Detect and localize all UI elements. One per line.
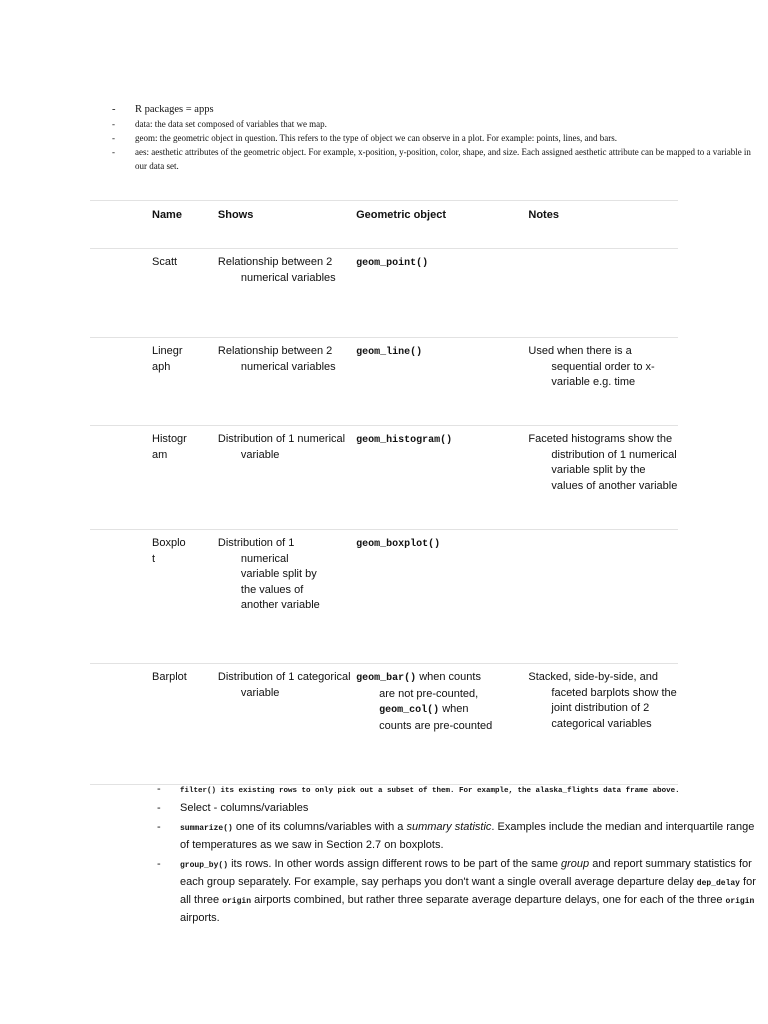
geom-bar-note: when counts are not pre-counted, — [379, 671, 481, 700]
cell-name — [90, 426, 218, 530]
cell-name-text: Boxplot — [152, 537, 186, 565]
geom-code: geom_histogram() — [356, 435, 453, 446]
cell-shows-text: Distribution of 1 numerical variable — [217, 433, 346, 461]
intro-bullet-text: geom: the geometric object in question. This refers to the type of object we can observe in a plot. For example: points, lines, and bars. — [135, 133, 617, 143]
bullet-dash: - — [112, 119, 115, 129]
geom-table — [90, 200, 678, 785]
intro-bullet-text: data: the data set composed of variables that we map. — [135, 119, 327, 129]
intro-bullet-list — [0, 103, 768, 173]
group-by-text-c: for all three — [180, 876, 756, 906]
bullet-dash: - — [157, 802, 161, 814]
cell-geom — [356, 530, 528, 664]
cell-name — [90, 338, 218, 426]
table-header-row — [90, 201, 678, 249]
group-by-text-e: airports. — [180, 912, 220, 924]
group-by-code: group_by() — [180, 861, 229, 870]
verb-filter-item — [0, 783, 768, 797]
cell-name — [90, 530, 218, 664]
cell-shows — [218, 338, 356, 426]
cell-geom — [356, 249, 528, 338]
intro-bullet — [0, 145, 768, 173]
geom-code: geom_col() — [379, 705, 440, 716]
bullet-dash: - — [157, 858, 161, 870]
cell-notes-text: Used when there is a sequential order to x-variable e.g. time — [528, 345, 655, 388]
verb-summarize-item — [0, 819, 768, 853]
geom-code: geom_bar() — [356, 673, 417, 684]
group-by-text-b: and report summary statistics for each group separately. For example, say perhaps you don't want a single overall average departure delay — [180, 858, 752, 888]
cell-name — [90, 664, 218, 785]
summarize-code: summarize() — [180, 824, 233, 833]
cell-notes — [528, 530, 678, 664]
intro-bullet-text: R packages = apps — [135, 104, 214, 115]
cell-geom — [356, 426, 528, 530]
bullet-dash: - — [112, 147, 115, 157]
summarize-text-a: one of its columns/variables with a — [232, 821, 407, 833]
cell-geom-text — [356, 670, 499, 734]
intro-bullet-text: aes: aesthetic attributes of the geometric object. For example, x-position, y-position, color, shape, and size. Each assigned aesthetic attribute can be mapped to a variable in our data set. — [135, 147, 751, 171]
cell-shows-text: Distribution of 1 categorical variable — [217, 671, 351, 699]
verb-group-by-item — [0, 856, 768, 926]
cell-geom — [356, 338, 528, 426]
cell-shows — [218, 530, 356, 664]
group-by-emphasis: group — [561, 858, 590, 870]
dplyr-verbs-list — [0, 783, 768, 926]
table-row — [90, 426, 678, 530]
intro-bullet — [0, 103, 768, 117]
geom-col-note: when counts are pre-counted — [379, 703, 493, 732]
verb-select-text: Select - columns/variables — [180, 802, 309, 814]
cell-shows-text: Relationship between 2 numerical variables — [217, 256, 336, 284]
group-by-text-d: airports combined, but rather three separate average departure delays, one for each of the three — [251, 894, 726, 906]
cell-notes — [528, 426, 678, 530]
bullet-dash: - — [112, 104, 116, 115]
cell-shows-text: Distribution of 1 numerical variable split by the values of another variable — [217, 537, 320, 611]
table-row — [90, 338, 678, 426]
cell-shows — [218, 249, 356, 338]
dep-delay-code: dep_delay — [696, 879, 740, 888]
cell-notes-text: Faceted histograms show the distribution of 1 numerical variable split by the values of another variable — [528, 433, 678, 492]
header-geometric-object: Geometric object — [356, 201, 528, 249]
summarize-text-b: . Examples include the median and interquartile range of temperatures as we saw in Section 2.7 on boxplots. — [180, 821, 755, 851]
cell-shows-text: Relationship between 2 numerical variables — [217, 345, 336, 373]
intro-bullet — [0, 131, 768, 145]
geom-code: geom_point() — [356, 258, 429, 269]
origin-code: origin — [725, 897, 755, 906]
group-by-text-a: its rows. In other words assign different rows to be part of the same — [228, 858, 562, 870]
table-row — [90, 249, 678, 338]
cell-notes — [528, 664, 678, 785]
cell-name-text: Histogram — [152, 433, 187, 461]
cell-notes-text: Stacked, side-by-side, and faceted barplots show the joint distribution of 2 categorical variables — [528, 671, 677, 730]
geom-code: geom_boxplot() — [356, 539, 441, 550]
verb-filter-text: filter() its existing rows to only pick out a subset of them. For example, the alaska_flights data frame above. — [180, 787, 680, 795]
cell-name: Scatt — [90, 249, 218, 338]
bullet-dash: - — [157, 783, 161, 795]
header-notes: Notes — [528, 201, 678, 249]
cell-shows — [218, 426, 356, 530]
table-row — [90, 530, 678, 664]
origin-code: origin — [222, 897, 252, 906]
cell-name-text: Barplot — [152, 671, 187, 683]
geom-code: geom_line() — [356, 347, 423, 358]
bullet-dash: - — [112, 133, 115, 143]
cell-name-text: Linegraph — [152, 345, 183, 373]
summarize-emphasis: summary statistic — [406, 821, 492, 833]
header-shows: Shows — [218, 201, 356, 249]
cell-geom — [356, 664, 528, 785]
cell-shows — [218, 664, 356, 785]
cell-notes — [528, 249, 678, 338]
cell-notes — [528, 338, 678, 426]
verb-select-item — [0, 800, 768, 816]
table-row — [90, 664, 678, 785]
intro-bullet — [0, 117, 768, 131]
header-name: Name — [90, 201, 218, 249]
bullet-dash: - — [157, 821, 161, 833]
